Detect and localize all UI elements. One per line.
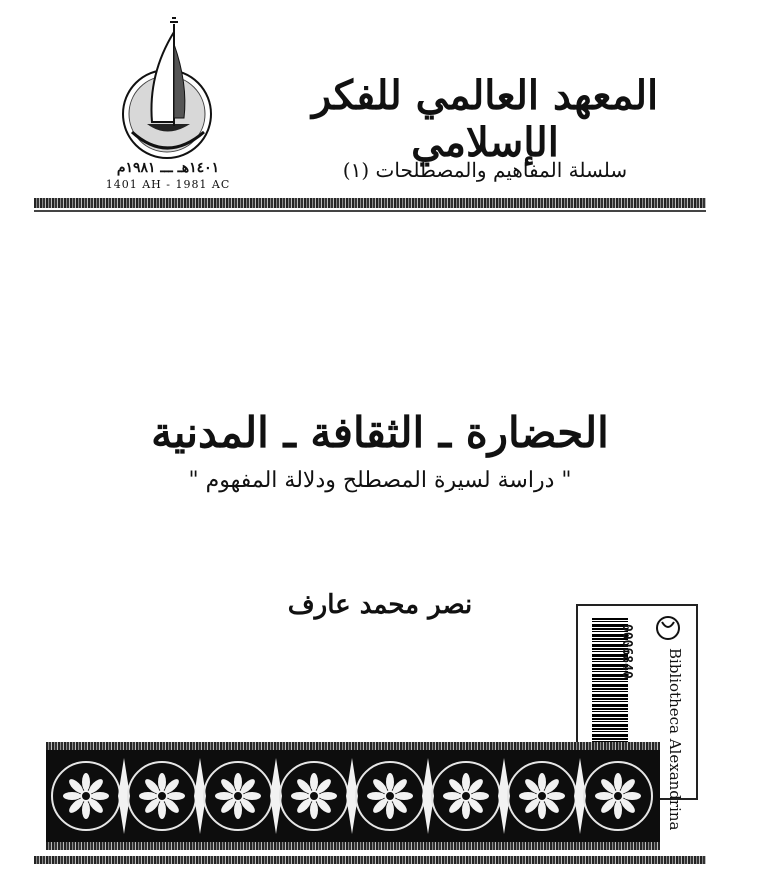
author-name: نصر محمد عارف	[287, 590, 473, 620]
star-rosette-icon	[508, 762, 576, 830]
star-rosette-icon	[52, 762, 120, 830]
header-divider-thin	[34, 210, 706, 212]
library-name	[660, 612, 690, 831]
star-rosette-icon	[128, 762, 196, 830]
star-rosette-icon	[204, 762, 272, 830]
institute-logo	[92, 14, 242, 174]
book-title: الحضارة ـ الثقافة ـ المدنية	[151, 408, 609, 457]
footer-divider	[34, 856, 706, 864]
institute-name: المعهد العالمي للفكر الإسلامي	[311, 72, 659, 166]
book-subtitle: " دراسة لسيرة المصطلح ودلالة المفهوم "	[188, 468, 572, 493]
barcode-number-text: 0006840	[619, 624, 634, 679]
series-title: سلسلة المفاهيم والمصطلحات (١)	[342, 158, 628, 182]
library-name-text: Bibliotheca Alexandrina	[666, 648, 684, 831]
islamic-star-pattern	[46, 752, 660, 840]
header-divider	[34, 198, 706, 208]
sailing-ship-icon	[123, 18, 211, 158]
ornament-bottom-edge	[46, 842, 660, 850]
star-rosette-icon	[356, 762, 424, 830]
star-rosette-icon	[280, 762, 348, 830]
logo-hijri-year: ١٤٠١هـ ـــ ١٩٨١م	[116, 160, 220, 176]
ornament-top-edge	[46, 742, 660, 750]
star-rosette-icon	[432, 762, 500, 830]
logo-gregorian-year: 1401 AH - 1981 AC	[105, 178, 231, 191]
star-rosette-icon	[584, 762, 652, 830]
